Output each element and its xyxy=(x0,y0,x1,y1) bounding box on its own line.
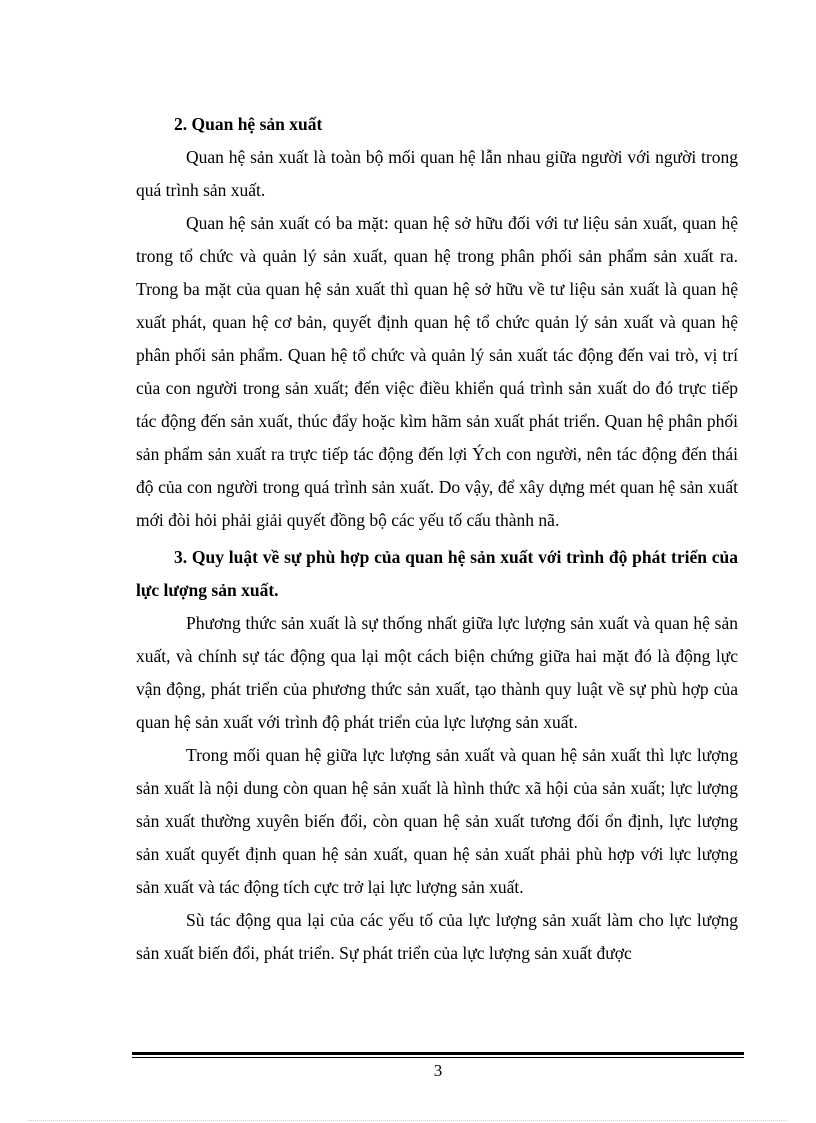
section-3-heading: 3. Quy luật về sự phù hợp của quan hệ sản xuất với trình độ phát triển của lực lượng sản xuất. xyxy=(136,547,738,600)
section-2-paragraph-1: Quan hệ sản xuất là toàn bộ mối quan hệ lẫn nhau giữa người với người trong quá trình sản xuất. xyxy=(136,147,738,200)
section-3-paragraph-1: Phương thức sản xuất là sự thống nhất giữa lực lượng sản xuất và quan hệ sản xuất, và chính sự tác động qua lại một cách biện chứng giữa hai mặt đó là động lực vận động, phát triển của phương thức sản xuất, tạo thành quy luật về sự phù hợp của quan hệ sản xuất với trình độ phát triển của lực lượng sản xuất. xyxy=(136,613,738,732)
section-3-paragraph-3: Sù tác động qua lại của các yếu tố của lực lượng sản xuất làm cho lực lượng sản xuất biến đổi, phát triển. Sự phát triển của lực lượng sản xuất được xyxy=(136,910,738,963)
page-edge-divider xyxy=(28,1120,788,1121)
section-3-paragraph-2: Trong mối quan hệ giữa lực lượng sản xuất và quan hệ sản xuất thì lực lượng sản xuất là nội dung còn quan hệ sản xuất là hình thức xã hội của sản xuất; lực lượng sản xuất thường xuyên biến đổi, còn quan hệ sản xuất tương đối ổn định, lực lượng sản xuất quyết định quan hệ sản xuất, quan hệ sản xuất phải phù hợp với lực lượng sản xuất và tác động tích cực trở lại lực lượng sản xuất. xyxy=(136,745,738,897)
footer-divider xyxy=(132,1052,744,1058)
page-number: 3 xyxy=(433,1061,443,1080)
section-2-paragraph-2: Quan hệ sản xuất có ba mặt: quan hệ sở hữu đối với tư liệu sản xuất, quan hệ trong tổ chức và quản lý sản xuất, quan hệ trong phân phối sản phẩm sản xuất ra. Trong ba mặt của quan hệ sản xuất thì quan hệ sở hữu về tư liệu sản xuất là quan hệ xuất phát, quan hệ cơ bản, quyết định quan hệ tổ chức quản lý sản xuất và quan hệ phân phối sản phẩm. Quan hệ tổ chức và quản lý sản xuất tác động đến vai trò, vị trí của con người trong sản xuất; đến việc điều khiển quá trình sản xuất do đó trực tiếp tác động đến sản xuất, thúc đẩy hoặc kìm hãm sản xuất phát triển. Quan hệ phân phối sản phẩm sản xuất ra trực tiếp tác động đến lợi Ých con người, nên tác động đến thái độ của con người trong quá trình sản xuất. Do vậy, để xây dựng mét quan hệ sản xuất mới đòi hỏi phải giải quyết đồng bộ các yếu tố cấu thành nã. xyxy=(136,213,738,530)
page-body xyxy=(136,108,738,970)
section-2-heading: 2. Quan hệ sản xuất xyxy=(174,114,323,134)
